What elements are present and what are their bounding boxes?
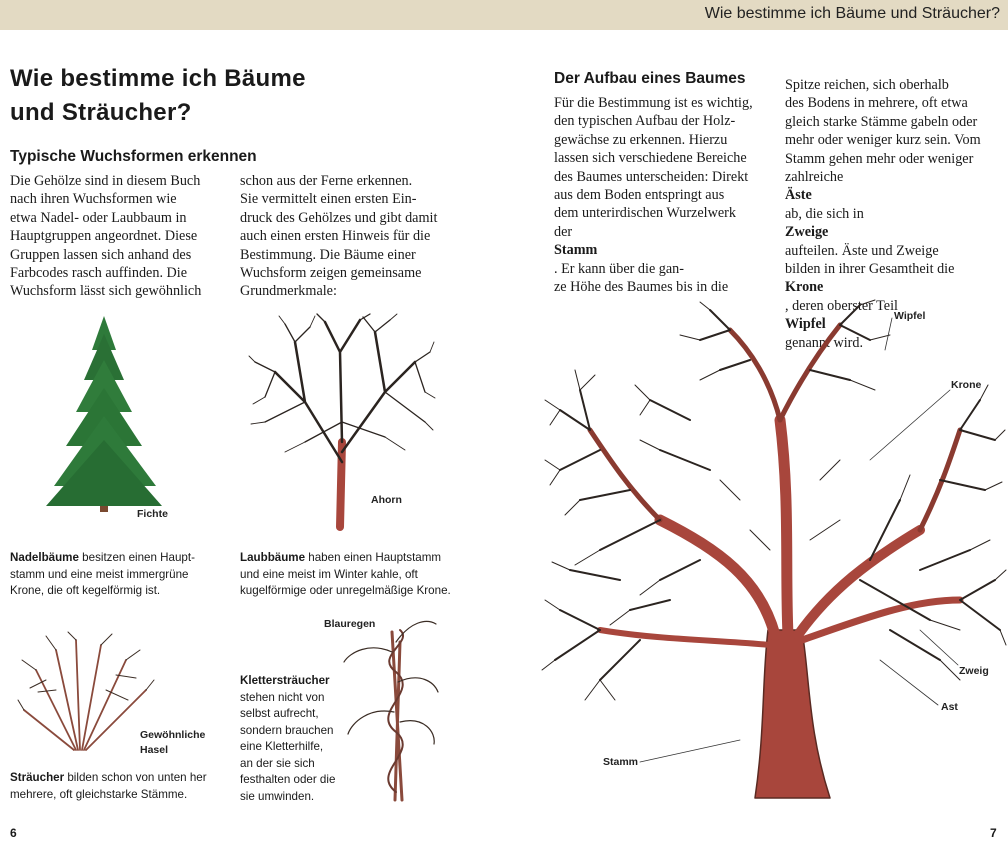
text-line (554, 94, 769, 112)
text-segment: des Bodens in mehrere, oft etwa (785, 95, 968, 112)
term-bold: Stamm (554, 242, 598, 259)
running-header: Wie bestimme ich Bäume und Sträucher? (704, 5, 1000, 22)
text-segment: aus dem Boden entspringt aus (554, 187, 725, 204)
text-line (554, 149, 769, 167)
caption-straeucher: Sträucher bilden schon von unten her mehrere, oft gleichstarke Stämme. (10, 771, 207, 801)
ahorn-illustration (245, 312, 435, 532)
caption-laubbaeume-term: Laubbäume (240, 551, 306, 564)
blauregen-illustration (340, 612, 440, 802)
text-segment: . Er kann über die gan- (554, 260, 685, 277)
term-bold: Wipfel (785, 316, 826, 333)
text-segment: ze Höhe des Baumes bis in die (554, 279, 729, 296)
text-line (785, 168, 1000, 223)
term-bold: Krone (785, 279, 824, 296)
text-line: Grundmerkmale: (240, 283, 337, 300)
text-line (554, 186, 769, 204)
aufbau-text-column-1 (554, 94, 769, 296)
caption-laubbaeume: Laubbäume haben einen Hauptstamm und eine meist im Winter kahle, oft kugelförmige oder unregelmäßige Krone. (240, 551, 451, 597)
text-line (785, 76, 1000, 94)
text-line: schon aus der Ferne erkennen. (240, 173, 413, 189)
text-line: Wuchsform lässt sich gewöhnlich (10, 283, 202, 300)
hasel-illustration (16, 630, 156, 755)
text-line (785, 150, 1000, 168)
text-line (554, 168, 769, 186)
section-heading-wuchsformen: Typische Wuchsformen erkennen (10, 148, 257, 165)
label-wipfel: Wipfel (894, 310, 926, 322)
label-blauregen: Blauregen (324, 618, 376, 630)
page-number-left: 6 (10, 826, 17, 840)
text-line: auch einen ersten Hinweis für die (240, 228, 431, 245)
text-segment: zahlreiche (785, 169, 844, 186)
page-number-right: 7 (990, 826, 997, 840)
text-segment: Spitze reichen, sich oberhalb (785, 77, 949, 93)
text-segment: dem unterirdischen Wurzelwerk (554, 205, 736, 222)
text-segment: der (554, 223, 573, 240)
text-line (785, 223, 1000, 260)
term-bold: Zweige (785, 224, 829, 241)
text-segment: genannt wird. (785, 334, 864, 351)
text-segment: ab, die sich in (785, 205, 864, 222)
caption-kletter-term: Klettersträucher (240, 674, 330, 687)
text-line (554, 204, 769, 222)
text-line (554, 278, 769, 296)
text-segment: mehr oder weniger kurz sein. Vom (785, 132, 981, 149)
text-line: Die Gehölze sind in diesem Buch (10, 173, 201, 189)
text-segment: Für die Bestimmung ist es wichtig, (554, 95, 753, 111)
intro-text-column-1 (10, 172, 228, 301)
text-segment: den typischen Aufbau der Holz- (554, 113, 736, 130)
text-line (554, 131, 769, 149)
text-line: Hauptgruppen angeordnet. Diese (10, 228, 198, 245)
caption-nadelbaeume: Nadelbäume besitzen einen Haupt- stamm und eine meist immergrüne Krone, die oft kegelförmig ist. (10, 551, 195, 597)
page-title-line: und Sträucher? (10, 99, 192, 126)
text-line (785, 260, 1000, 278)
text-segment: aufteilen. Äste und Zweige (785, 242, 939, 259)
text-line: Farbcodes rasch auffinden. Die (10, 265, 188, 282)
text-segment: lassen sich verschiedene Bereiche (554, 150, 747, 167)
caption-nadelbaeume-term: Nadelbäume (10, 551, 79, 564)
text-line (785, 94, 1000, 112)
label-krone: Krone (951, 379, 982, 391)
page-title-line: Wie bestimme ich Bäume (10, 65, 306, 92)
text-segment: des Baumes unterscheiden: Direkt (554, 168, 749, 185)
section-heading-aufbau: Der Aufbau eines Baumes (554, 70, 746, 87)
label-ahorn: Ahorn (371, 494, 402, 506)
term-bold: Äste (785, 187, 812, 204)
text-line (785, 131, 1000, 149)
caption-straeucher-term: Sträucher (10, 771, 65, 784)
text-line: nach ihren Wuchsformen wie (10, 191, 177, 208)
fichte-illustration (40, 310, 170, 520)
text-line (554, 223, 769, 278)
text-line: etwa Nadel- oder Laubbaum in (10, 209, 187, 226)
label-zweig: Zweig (959, 665, 989, 677)
text-line (785, 113, 1000, 131)
tree-structure-diagram (540, 300, 1008, 820)
text-line: Wuchsform zeigen gemeinsame (240, 265, 422, 282)
label-ast: Ast (941, 701, 958, 713)
text-line (554, 112, 769, 130)
caption-klettersträucher: Klettersträucher stehen nicht von selbst aufrecht, sondern brauchen eine Kletterhilfe, an der sie sich festhalten oder die sie umwinden. (240, 674, 336, 803)
intro-text-column-2 (240, 172, 480, 301)
text-line: Sie vermittelt einen ersten Ein- (240, 191, 417, 208)
text-line: druck des Gehölzes und gibt damit (240, 209, 438, 226)
label-fichte: Fichte (137, 508, 168, 520)
text-segment: , deren oberster Teil (785, 297, 898, 314)
text-line: Bestimmung. Die Bäume einer (240, 246, 416, 263)
text-segment: Stamm gehen mehr oder weniger (785, 150, 974, 167)
text-segment: gleich starke Stämme gabeln oder (785, 113, 978, 130)
text-segment: gewächse zu erkennen. Hierzu (554, 131, 728, 148)
label-stamm: Stamm (603, 756, 639, 768)
page-title (10, 62, 340, 130)
label-hasel: Gewöhnliche Hasel (140, 729, 206, 756)
text-line: Gruppen lassen sich anhand des (10, 246, 192, 263)
text-segment: bilden in ihrer Gesamtheit die (785, 261, 955, 278)
